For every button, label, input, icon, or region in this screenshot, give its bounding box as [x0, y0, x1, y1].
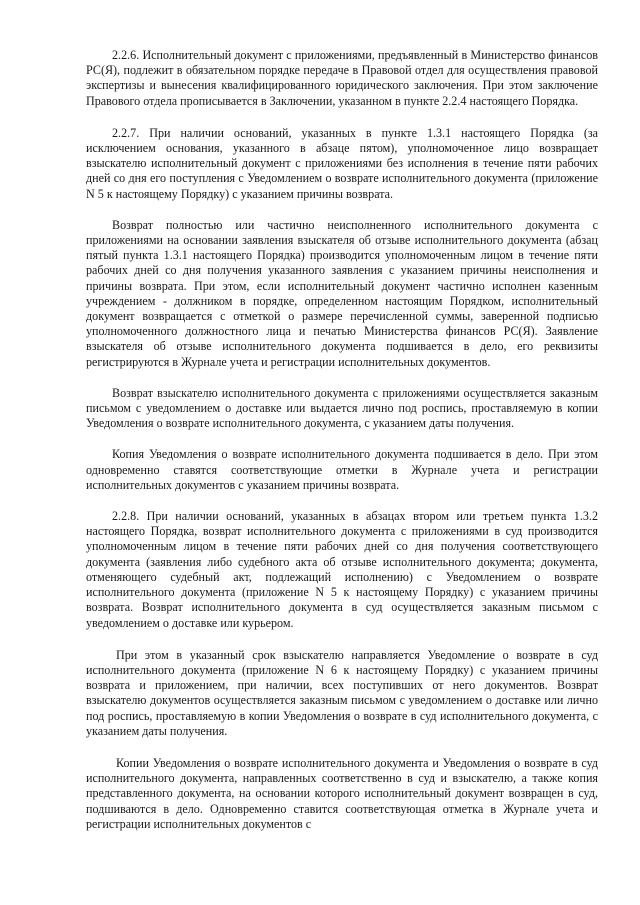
paragraph-notification-copy: Копия Уведомления о возврате исполнительного документа подшивается в дело. При этом одновременно ставятся соответствующие отметки в Журнале учета и регистрации исполнительных документов с указанием причины возврата.	[86, 447, 598, 492]
paragraph-court-return-notice: При этом в указанный срок взыскателю направляется Уведомление о возврате в суд исполнительного документа (приложение N 6 к настоящему Порядку) с указанием причины возврата и приложением, при наличии, всех поступивших от него документов. Возврат взыскателю документов осуществляется заказным письмом с уведомлением о доставке или лично под роспись, проставляемую в копии Уведомления о возврате в суд исполнительного документа, с указанием даты получения.	[86, 647, 598, 738]
paragraph-2-2-6: 2.2.6. Исполнительный документ с приложениями, предъявленный в Министерство финансов РС(Я), подлежит в обязательном порядке передаче в Правовой отдел для осуществления правовой экспертизы и вынесения квалифицированного юридического заключения. При этом заключение Правового отдела прописывается в Заключении, указанном в пункте 2.2.4 настоящего Порядка.	[86, 48, 598, 108]
paragraph-return-delivery: Возврат взыскателю исполнительного документа с приложениями осуществляется заказным письмом с уведомлением о доставке или выдается лично под роспись, проставляемую в копии Уведомления о возврате исполнительного документа, с указанием даты получения.	[86, 385, 598, 431]
document-page	[86, 48, 598, 832]
paragraph-2-2-7: 2.2.7. При наличии оснований, указанных в пункте 1.3.1 настоящего Порядка (за исключением основания, указанного в абзаце пятом), уполномоченное лицо возвращает взыскателю исполнительный документ с приложениями без исполнения в течение пяти рабочих дней со дня его поступления с Уведомлением о возврате исполнительного документа (приложение N 5 к настоящему Порядку) с указанием причины возврата.	[86, 125, 598, 201]
paragraph-2-2-8: 2.2.8. При наличии оснований, указанных в абзацах втором или третьем пункта 1.3.2 настоящего Порядка, возврат исполнительного документа с приложениями в суд производится уполномоченным лицом в течение пяти рабочих дней со дня получения соответствующего документа (заявления либо судебного акта об отзыве исполнительного документа; документа, отменяющего судебный акт, подлежащий исполнению) с Уведомлением о возврате исполнительного документа (приложение N 5 к настоящему Порядку) с указанием причины возврата. Возврат исполнительного документа в суд осуществляется заказным письмом с уведомлением о доставке или курьером.	[86, 509, 598, 630]
paragraph-return-withdrawal: Возврат полностью или частично неисполненного исполнительного документа с приложениями на основании заявления взыскателя об отзыве исполнительного документа (абзац пятый пункта 1.3.1 настоящего Порядка) производится уполномоченным лицом в течение пяти рабочих дней со дня получения указанного заявления с указанием причины неисполнения и причины возврата. При этом, если исполнительный документ частично исполнен казенным учреждением - должником в порядке, определенном настоящим Порядком, исполнительный документ возвращается с отметкой о размере перечисленной суммы, заверенной подписью уполномоченного должностного лица и печатью Министерства финансов РС(Я). Заявление взыскателя об отзыве исполнительного документа подшивается в дело, его реквизиты регистрируются в Журнале учета и регистрации исполнительных документов.	[86, 217, 598, 369]
paragraph-notification-copies: Копии Уведомления о возврате исполнительного документа и Уведомления о возврате в суд исполнительного документа, направленных соответственно в суд и взыскателю, а также копия представленного документа, на основании которого исполнительный документ возвращен в суд, подшиваются в дело. Одновременно ставится соответствующая отметка в Журнале учета и регистрации исполнительных документов с	[86, 755, 598, 831]
